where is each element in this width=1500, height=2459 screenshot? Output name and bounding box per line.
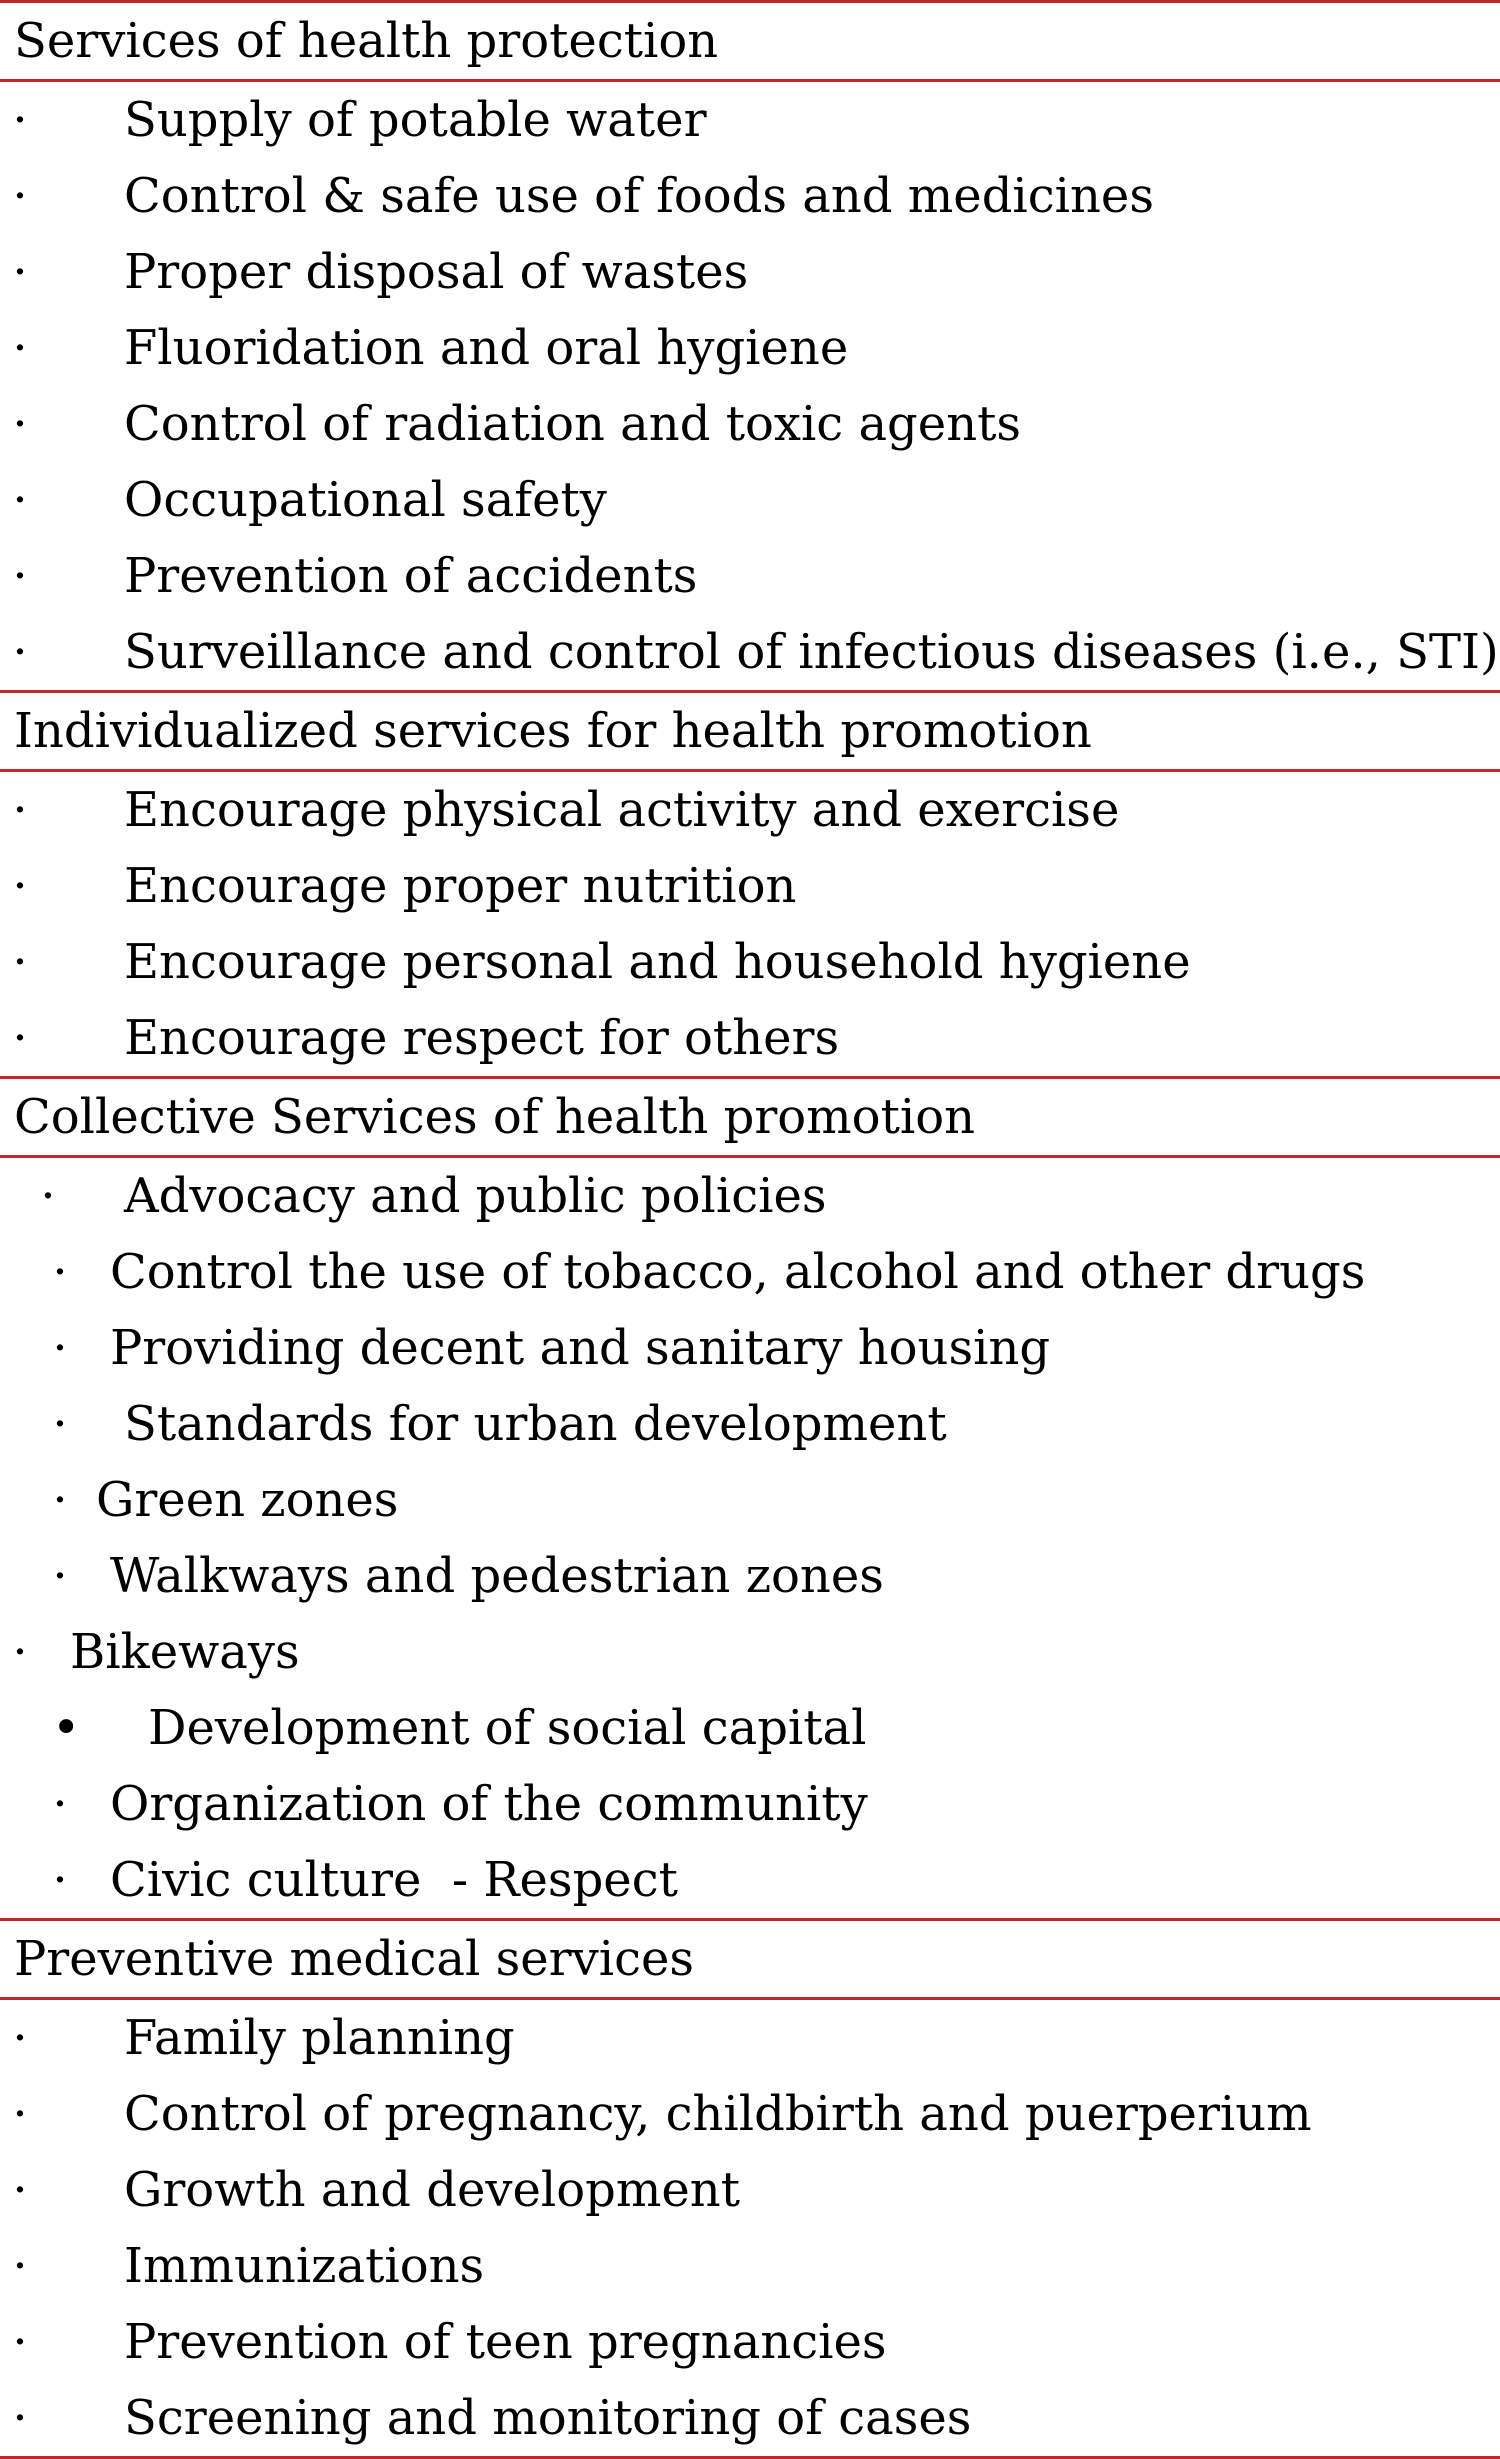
bullet-icon: · — [52, 1320, 68, 1376]
list-item-text: Screening and monitoring of cases — [124, 2390, 972, 2446]
list-item — [0, 234, 1500, 310]
list-item-text: Fluoridation and oral hygiene — [124, 320, 849, 376]
list-item-text: Surveillance and control of infectious diseases (i.e., STI) — [124, 624, 1499, 680]
bullet-icon: · — [52, 1776, 68, 1832]
section-header — [0, 693, 1500, 769]
list-item — [0, 1234, 1500, 1310]
bullet-icon: · — [12, 92, 28, 148]
bullet-icon: · — [12, 396, 28, 452]
bullet-icon: · — [52, 1396, 68, 1452]
list-item — [0, 1690, 1500, 1766]
list-item — [0, 614, 1500, 690]
list-item — [0, 772, 1500, 848]
bullet-icon: · — [12, 168, 28, 224]
list-item — [0, 2000, 1500, 2076]
list-item — [0, 1462, 1500, 1538]
section-header — [0, 1921, 1500, 1997]
list-item-text: Encourage personal and household hygiene — [124, 934, 1191, 990]
section-header-text: Services of health protection — [14, 13, 719, 69]
list-item-text: Prevention of teen pregnancies — [124, 2314, 887, 2370]
list-item-text: Control the use of tobacco, alcohol and other drugs — [110, 1244, 1366, 1300]
list-item-text: Encourage respect for others — [124, 1010, 840, 1066]
list-item-text: Organization of the community — [110, 1776, 868, 1832]
section-header-text: Collective Services of health promotion — [14, 1089, 976, 1145]
list-item-text: Family planning — [124, 2010, 515, 2066]
list-item-text: Civic culture - Respect — [110, 1852, 678, 1908]
bullet-icon: · — [12, 2162, 28, 2218]
section-header-text: Preventive medical services — [14, 1931, 694, 1987]
bullet-icon: · — [12, 2086, 28, 2142]
list-item-text: Supply of potable water — [124, 92, 707, 148]
bullet-icon: · — [12, 548, 28, 604]
bullet-icon: · — [12, 244, 28, 300]
list-item — [0, 386, 1500, 462]
list-item — [0, 2380, 1500, 2456]
list-item-text: Control & safe use of foods and medicines — [124, 168, 1154, 224]
list-item-text: Encourage physical activity and exercise — [124, 782, 1120, 838]
list-item — [0, 1614, 1500, 1690]
list-item — [0, 1386, 1500, 1462]
list-item — [0, 82, 1500, 158]
list-item — [0, 2076, 1500, 2152]
list-item-text: Green zones — [96, 1472, 399, 1528]
bullet-icon: · — [12, 624, 28, 680]
bullet-icon: · — [12, 2390, 28, 2446]
bullet-icon: · — [12, 782, 28, 838]
list-item-text: Control of radiation and toxic agents — [124, 396, 1022, 452]
list-item — [0, 848, 1500, 924]
list-item — [0, 2304, 1500, 2380]
list-item-text: Bikeways — [70, 1624, 300, 1680]
list-item — [0, 310, 1500, 386]
bullet-icon: · — [12, 2238, 28, 2294]
bullet-icon: · — [52, 1472, 68, 1528]
bullet-icon: · — [40, 1168, 56, 1224]
list-item — [0, 1158, 1500, 1234]
list-item — [0, 2152, 1500, 2228]
bullet-icon: · — [12, 472, 28, 528]
list-item — [0, 462, 1500, 538]
list-item — [0, 924, 1500, 1000]
bullet-icon: • — [52, 1700, 81, 1756]
list-item — [0, 1000, 1500, 1076]
list-item — [0, 2228, 1500, 2304]
list-item-text: Development of social capital — [148, 1700, 867, 1756]
list-item-text: Proper disposal of wastes — [124, 244, 749, 300]
list-item-text: Growth and development — [124, 2162, 741, 2218]
bullet-icon: · — [12, 320, 28, 376]
list-item — [0, 1310, 1500, 1386]
bullet-icon: · — [12, 2010, 28, 2066]
bullet-icon: · — [52, 1244, 68, 1300]
list-item-text: Control of pregnancy, childbirth and puerperium — [124, 2086, 1312, 2142]
list-item — [0, 538, 1500, 614]
bullet-icon: · — [12, 1010, 28, 1066]
list-item-text: Advocacy and public policies — [124, 1168, 827, 1224]
list-item-text: Standards for urban development — [124, 1396, 947, 1452]
list-item-text: Prevention of accidents — [124, 548, 698, 604]
list-item-text: Providing decent and sanitary housing — [110, 1320, 1051, 1376]
section-header — [0, 1079, 1500, 1155]
section-header-text: Individualized services for health promotion — [14, 703, 1092, 759]
bullet-icon: · — [12, 934, 28, 990]
bullet-icon: · — [12, 858, 28, 914]
section-header — [0, 3, 1500, 79]
list-item — [0, 1766, 1500, 1842]
list-item — [0, 158, 1500, 234]
list-item-text: Encourage proper nutrition — [124, 858, 797, 914]
list-item-text: Walkways and pedestrian zones — [110, 1548, 884, 1604]
list-item — [0, 1538, 1500, 1614]
bullet-icon: · — [12, 1624, 28, 1680]
bullet-icon: · — [52, 1852, 68, 1908]
list-item-text: Immunizations — [124, 2238, 485, 2294]
bullet-icon: · — [12, 2314, 28, 2370]
bullet-icon: · — [52, 1548, 68, 1604]
list-item-text: Occupational safety — [124, 472, 607, 528]
list-item — [0, 1842, 1500, 1918]
